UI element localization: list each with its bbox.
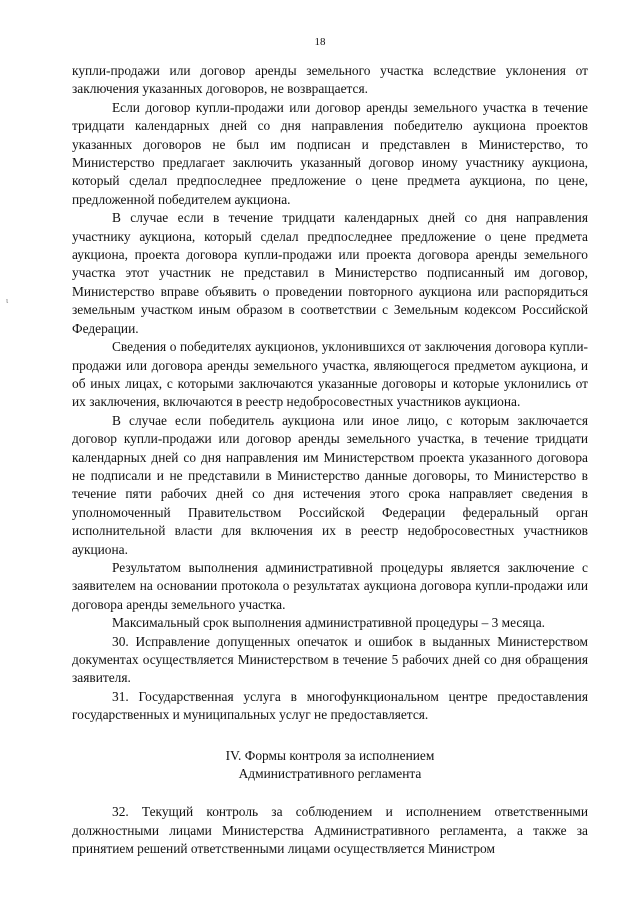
paragraph: Максимальный срок выполнения административной процедуры – 3 месяца.: [112, 615, 545, 631]
page-number: 18: [314, 36, 326, 48]
paragraph-item-32: 32. Текущий контроль за соблюдением и исполнением ответственными должностными лицами Министерства Административного регламента, а также за принятием решений ответственными лицами осуществляется Министром: [72, 804, 588, 857]
paragraph: Сведения о победителях аукционов, уклонившихся от заключения договора купли-продажи или договора аренды земельного участка, являющегося предметом аукциона, и об иных лицах, с которыми заключаются указанные договоры и которые уклонились от их заключения, включаются в реестр недобросовестных участников аукциона.: [72, 339, 588, 410]
section-heading-line: Административного регламента: [238, 766, 422, 782]
paragraph: В случае если в течение тридцати календарных дней со дня направления участнику аукциона, который сделал предпоследнее предложение о цене предмета аукциона, проекта договора купли-продажи или проекта договора аренды земельного участка этот участник не представил в Министерство подписанный им договор, Министерство вправе объявить о проведении повторного аукциона или распорядиться земельным участком иным образом в соответствии с Земельным кодексом Российской Федерации.: [72, 210, 588, 336]
paragraph: Если договор купли-продажи или договор аренды земельного участка в течение тридцати календарных дней со дня направления победителю аукциона проектов указанных договоров не был им подписан и представлен в Министерство, то Министерство предлагает заключить указанный договор иному участнику аукциона, который сделал предпоследнее предложение о цене предмета аукциона, по цене, предложенной победителем аукциона.: [72, 99, 588, 207]
section-heading: [72, 747, 588, 784]
document-body: [72, 62, 588, 859]
paragraph: Результатом выполнения административной процедуры является заключение с заявителем на основании протокола о результатах аукциона договора купли-продажи или договора аренды земельного участка.: [72, 559, 588, 612]
paragraph: В случае если победитель аукциона или иное лицо, с которым заключается договор купли-продажи или договор аренды земельного участка, в течение тридцати календарных дней со дня направления им Министерством проекта указанного договора не подписали и не представили в Министерство данные договоры, то Министерство в течение пяти рабочих дней со дня истечения этого срока направляет сведения в уполномоченный Правительством Российской Федерации федеральный орган исполнительной власти для включения их в реестр недобросовестных участников аукциона.: [72, 412, 588, 557]
margin-mark: ι: [6, 296, 9, 305]
paragraph-continuation: купли-продажи или договор аренды земельного участка вследствие уклонения от заключения указанных договоров, не возвращается.: [72, 63, 588, 97]
section-heading-line: IV. Формы контроля за исполнением: [225, 747, 435, 763]
paragraph-item-31: 31. Государственная услуга в многофункциональном центре предоставления государственных и муниципальных услуг не предоставляется.: [72, 688, 588, 723]
paragraph-item-30: 30. Исправление допущенных опечаток и ошибок в выданных Министерством документах осуществляется Министерством в течение 5 рабочих дней со дня обращения заявителя.: [72, 633, 588, 686]
